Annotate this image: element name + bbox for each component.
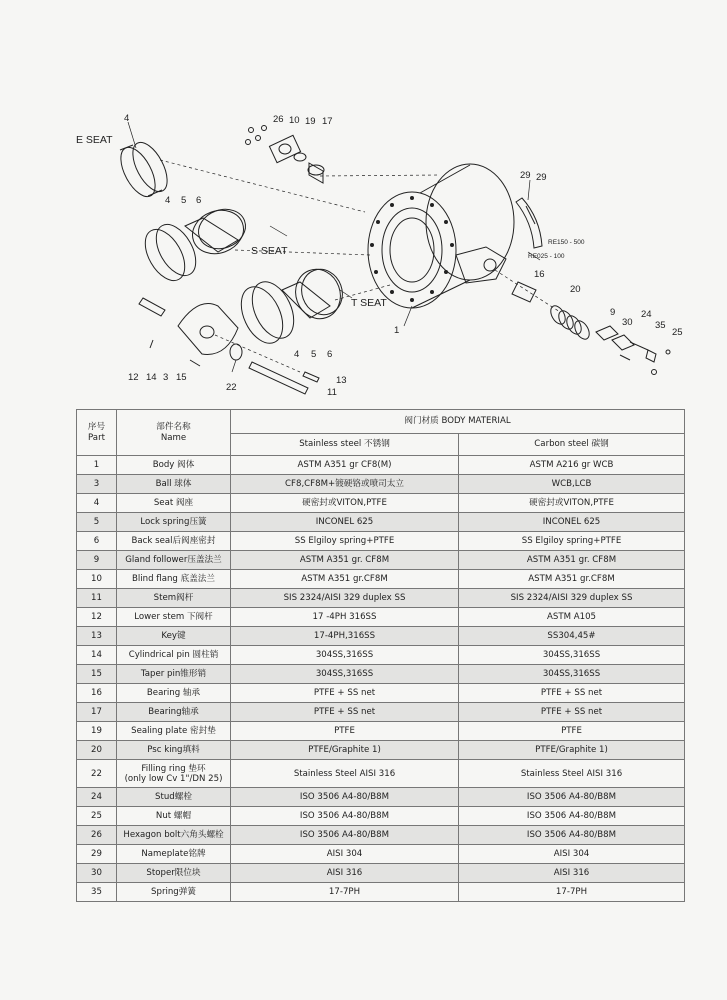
part-number: 35 <box>77 883 117 902</box>
part-number: 24 <box>77 788 117 807</box>
part-name: Filling ring 垫环 <box>141 763 206 774</box>
callout-24: 24 <box>641 309 652 320</box>
name-header-en: Name <box>160 432 187 443</box>
nameplate <box>516 198 542 248</box>
callout-20: 20 <box>570 284 581 295</box>
callout-3: 3 <box>163 372 169 383</box>
callout-14: 14 <box>146 372 157 383</box>
stainless-material: ISO 3506 A4-80/B8M <box>231 807 459 826</box>
table-row <box>77 826 685 845</box>
stainless-material: 17-7PH <box>231 883 459 902</box>
carbon-material: ASTM A351 gr. CF8M <box>459 551 685 570</box>
carbon-material: PTFE/Graphite 1) <box>459 741 685 760</box>
part-header-en: Part <box>88 432 105 443</box>
stainless-material: 硬密封或VITON,PTFE <box>231 494 459 513</box>
callout-10: 10 <box>289 115 300 126</box>
callout-15: 15 <box>176 372 187 383</box>
stainless-material: PTFE + SS net <box>231 703 459 722</box>
carbon-material: ISO 3506 A4-80/B8M <box>459 788 685 807</box>
callout-17: 17 <box>322 116 333 127</box>
part-name: Bearing轴承 <box>117 703 231 722</box>
table-row <box>77 807 685 826</box>
table-row <box>77 703 685 722</box>
table-row <box>77 760 685 788</box>
nameplate-range-25-100: RE025 - 100 <box>528 253 565 260</box>
callout-4-top: 4 <box>124 113 130 124</box>
table-row <box>77 722 685 741</box>
carbon-material: SS Elgiloy spring+PTFE <box>459 532 685 551</box>
valve-body <box>368 164 514 308</box>
carbon-material: Stainless Steel AISI 316 <box>459 760 685 788</box>
upper-seat-rings <box>137 203 251 287</box>
callout-6-lower: 6 <box>327 349 333 360</box>
part-name: Body 阀体 <box>117 456 231 475</box>
material-table <box>76 409 685 902</box>
e-seat-ring <box>114 137 174 202</box>
bolts-and-blind-flange <box>246 126 325 184</box>
part-name: Bearing 轴承 <box>117 684 231 703</box>
part-number: 30 <box>77 864 117 883</box>
part-column-header <box>77 410 117 456</box>
exploded-valve-drawing <box>0 0 727 400</box>
callout-13: 13 <box>336 375 347 386</box>
e-seat-label: E SEAT <box>76 134 113 146</box>
table-row <box>77 589 685 608</box>
callout-25: 25 <box>672 327 683 338</box>
stainless-material: 17-4PH,316SS <box>231 627 459 646</box>
part-number: 15 <box>77 665 117 684</box>
carbon-material: ASTM A216 gr WCB <box>459 456 685 475</box>
carbon-material: AISI 316 <box>459 864 685 883</box>
table-row <box>77 864 685 883</box>
carbon-material: PTFE + SS net <box>459 703 685 722</box>
callout-5-upper: 5 <box>181 195 187 206</box>
carbon-material: WCB,LCB <box>459 475 685 494</box>
part-name: Lock spring压簧 <box>117 513 231 532</box>
callout-19: 19 <box>305 116 316 127</box>
stainless-material: Stainless Steel AISI 316 <box>231 760 459 788</box>
callout-16: 16 <box>534 269 545 280</box>
carbon-material: ASTM A105 <box>459 608 685 627</box>
part-number: 6 <box>77 532 117 551</box>
carbon-material: 硬密封或VITON,PTFE <box>459 494 685 513</box>
gland-follower-and-studs <box>596 326 670 375</box>
stainless-material: ASTM A351 gr. CF8M <box>231 551 459 570</box>
stainless-material: PTFE <box>231 722 459 741</box>
carbon-material: 304SS,316SS <box>459 646 685 665</box>
table-row <box>77 475 685 494</box>
table-row <box>77 551 685 570</box>
part-name: Nameplate铭牌 <box>117 845 231 864</box>
part-name: Key键 <box>117 627 231 646</box>
callout-22: 22 <box>226 382 237 393</box>
part-number: 29 <box>77 845 117 864</box>
callout-30: 30 <box>622 317 633 328</box>
callout-29-b: 29 <box>536 172 547 183</box>
carbon-material: ISO 3506 A4-80/B8M <box>459 826 685 845</box>
part-number: 26 <box>77 826 117 845</box>
carbon-material: ASTM A351 gr.CF8M <box>459 570 685 589</box>
table-row <box>77 646 685 665</box>
part-number: 10 <box>77 570 117 589</box>
part-number: 20 <box>77 741 117 760</box>
table-row <box>77 627 685 646</box>
part-number: 22 <box>77 760 117 788</box>
callout-9: 9 <box>610 307 616 318</box>
lower-stem-parts <box>139 298 242 366</box>
part-name: Spring弹簧 <box>117 883 231 902</box>
table-row <box>77 608 685 627</box>
carbon-material: SIS 2324/AISI 329 duplex SS <box>459 589 685 608</box>
carbon-material: PTFE <box>459 722 685 741</box>
callout-29-a: 29 <box>520 170 531 181</box>
table-row <box>77 788 685 807</box>
stainless-steel-header: Stainless steel 不锈钢 <box>231 434 459 456</box>
part-number: 12 <box>77 608 117 627</box>
callout-35: 35 <box>655 320 666 331</box>
part-header-cn: 序号 <box>87 421 106 432</box>
table-row <box>77 845 685 864</box>
callout-26: 26 <box>273 114 284 125</box>
part-name: Gland follower压盖法兰 <box>117 551 231 570</box>
part-name: Stoper限位块 <box>117 864 231 883</box>
table-row <box>77 684 685 703</box>
lower-seat-rings <box>233 263 349 350</box>
part-number: 9 <box>77 551 117 570</box>
callout-5-lower: 5 <box>311 349 317 360</box>
callout-6-upper: 6 <box>196 195 202 206</box>
table-row <box>77 883 685 902</box>
callout-4-lower: 4 <box>294 349 300 360</box>
stainless-material: AISI 304 <box>231 845 459 864</box>
stainless-material: PTFE/Graphite 1) <box>231 741 459 760</box>
stainless-material: 304SS,316SS <box>231 665 459 684</box>
stainless-material: PTFE + SS net <box>231 684 459 703</box>
part-name: Taper pin锥形销 <box>117 665 231 684</box>
nameplate-range-150-500: RE150 - 500 <box>548 239 585 246</box>
part-number: 3 <box>77 475 117 494</box>
table-row <box>77 513 685 532</box>
table-row <box>77 741 685 760</box>
stainless-material: 304SS,316SS <box>231 646 459 665</box>
part-number: 19 <box>77 722 117 741</box>
part-name: Sealing plate 密封垫 <box>117 722 231 741</box>
stainless-material: AISI 316 <box>231 864 459 883</box>
carbon-material: ISO 3506 A4-80/B8M <box>459 807 685 826</box>
part-number: 11 <box>77 589 117 608</box>
name-header-cn: 部件名称 <box>156 421 191 432</box>
stainless-material: CF8,CF8M+镀硬铬或喷司太立 <box>231 475 459 494</box>
carbon-material: INCONEL 625 <box>459 513 685 532</box>
table-row <box>77 456 685 475</box>
part-number: 4 <box>77 494 117 513</box>
carbon-material: AISI 304 <box>459 845 685 864</box>
stem <box>249 362 319 394</box>
s-seat-label: S SEAT <box>251 245 288 257</box>
part-name: Back seal后阀座密封 <box>117 532 231 551</box>
part-name: Stem阀杆 <box>117 589 231 608</box>
carbon-material: PTFE + SS net <box>459 684 685 703</box>
stainless-material: INCONEL 625 <box>231 513 459 532</box>
table-row <box>77 570 685 589</box>
stainless-material: ASTM A351 gr.CF8M <box>231 570 459 589</box>
part-name-note: (only low Cv 1"/DN 25) <box>124 773 223 784</box>
callout-1: 1 <box>394 325 400 336</box>
stainless-material: ASTM A351 gr CF8(M) <box>231 456 459 475</box>
part-number: 14 <box>77 646 117 665</box>
part-number: 25 <box>77 807 117 826</box>
t-seat-label: T SEAT <box>351 297 387 309</box>
table-row <box>77 532 685 551</box>
part-name: Lower stem 下阀杆 <box>117 608 231 627</box>
callout-12: 12 <box>128 372 139 383</box>
table-row <box>77 665 685 684</box>
part-number: 5 <box>77 513 117 532</box>
part-number: 17 <box>77 703 117 722</box>
part-name: Cylindrical pin 圆柱销 <box>117 646 231 665</box>
callout-11: 11 <box>327 387 337 398</box>
part-number: 16 <box>77 684 117 703</box>
name-column-header <box>117 410 231 456</box>
carbon-material: 17-7PH <box>459 883 685 902</box>
stainless-material: ISO 3506 A4-80/B8M <box>231 826 459 845</box>
body-material-header: 阀门材质 BODY MATERIAL <box>231 410 685 434</box>
stainless-material: SIS 2324/AISI 329 duplex SS <box>231 589 459 608</box>
stainless-material: 17 -4PH 316SS <box>231 608 459 627</box>
table-row <box>77 494 685 513</box>
part-number: 13 <box>77 627 117 646</box>
part-name: Nut 螺帽 <box>117 807 231 826</box>
stainless-material: SS Elgiloy spring+PTFE <box>231 532 459 551</box>
carbon-material: SS304,45# <box>459 627 685 646</box>
carbon-steel-header: Carbon steel 碳钢 <box>459 434 685 456</box>
part-name: Stud螺栓 <box>117 788 231 807</box>
part-name: Seat 阀座 <box>117 494 231 513</box>
part-name: Ball 球体 <box>117 475 231 494</box>
stainless-material: ISO 3506 A4-80/B8M <box>231 788 459 807</box>
part-name-cell <box>117 760 231 788</box>
part-name: Hexagon bolt六角头螺栓 <box>117 826 231 845</box>
callout-4-upper: 4 <box>165 195 171 206</box>
part-name: Psc king填料 <box>117 741 231 760</box>
part-name: Blind flang 底盖法兰 <box>117 570 231 589</box>
part-number: 1 <box>77 456 117 475</box>
carbon-material: 304SS,316SS <box>459 665 685 684</box>
